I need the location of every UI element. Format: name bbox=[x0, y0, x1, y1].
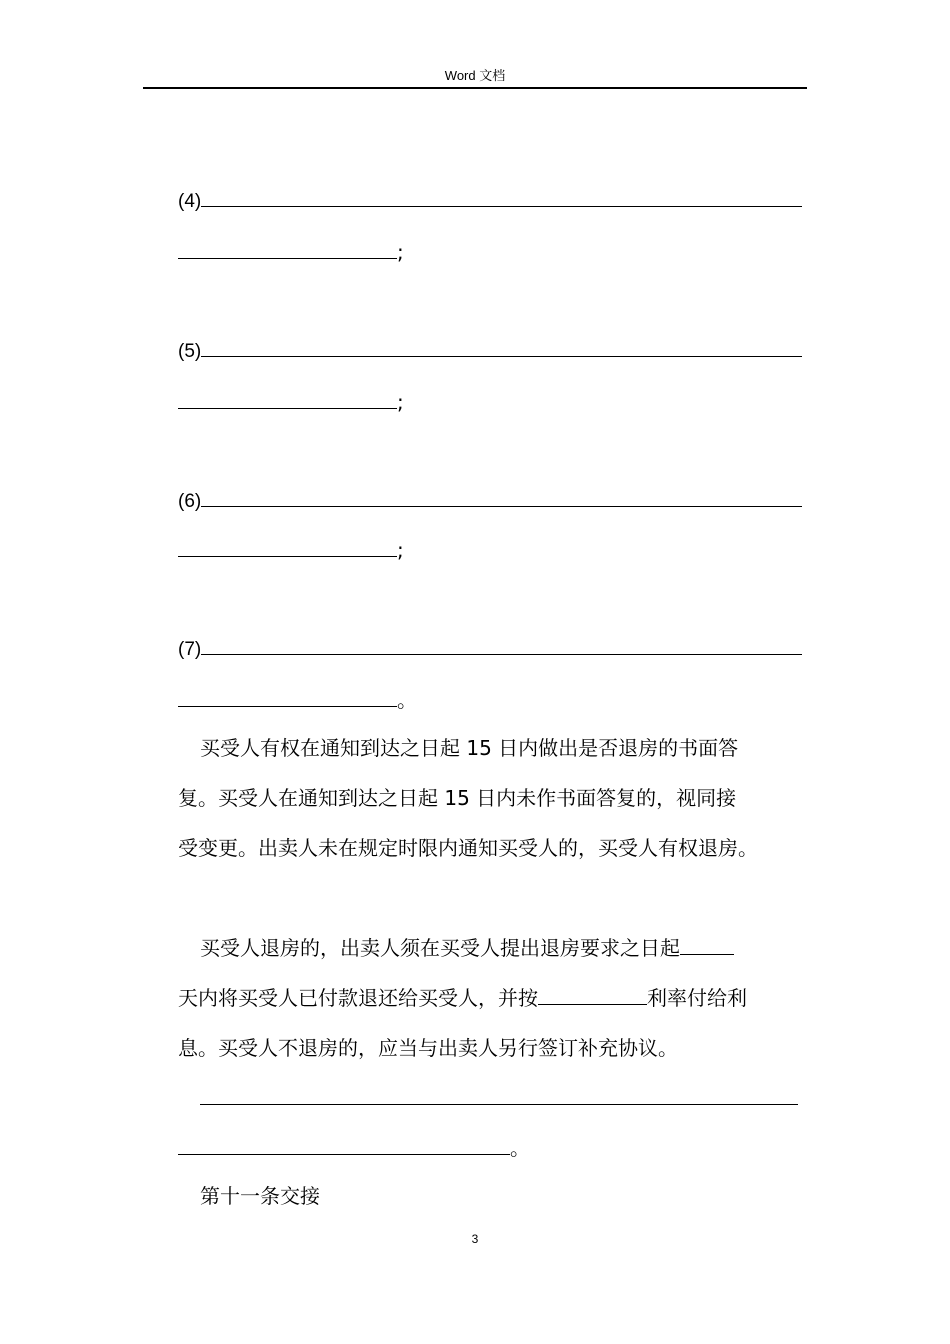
item-4-blank-1[interactable] bbox=[201, 188, 802, 207]
item-4-end: ; bbox=[397, 240, 404, 264]
item-6-line1 bbox=[178, 486, 802, 514]
item-7-label: (7) bbox=[178, 639, 202, 660]
paragraph-supplement-line2 bbox=[178, 1134, 530, 1162]
paragraph-supplement-line1 bbox=[200, 1084, 798, 1112]
item-6-label: (6) bbox=[178, 491, 202, 512]
paragraph-refund-text1: 买受人退房的，出卖人须在买受人提出退房要求之日起 bbox=[200, 936, 680, 960]
item-5-label: (5) bbox=[178, 341, 202, 362]
item-5-blank-2[interactable] bbox=[178, 390, 397, 409]
item-5-line2 bbox=[178, 388, 404, 416]
paragraph-notice-line3: 受变更。出卖人未在规定时限内通知买受人的，买受人有权退房。 bbox=[178, 836, 758, 860]
supplement-blank-1[interactable] bbox=[200, 1086, 798, 1105]
item-5-blank-1[interactable] bbox=[201, 338, 802, 357]
item-7-blank-2[interactable] bbox=[178, 688, 397, 707]
paragraph-notice-line1: 买受人有权在通知到达之日起 15 日内做出是否退房的书面答 bbox=[200, 736, 739, 760]
paragraph-refund-line2 bbox=[178, 984, 747, 1012]
item-6-end: ; bbox=[397, 538, 404, 562]
header-title: Word 文档 bbox=[444, 68, 506, 83]
item-7-blank-1[interactable] bbox=[201, 636, 802, 655]
paragraph-notice-line2: 复。买受人在通知到达之日起 15 日内未作书面答复的，视同接 bbox=[178, 786, 737, 810]
item-6-line2 bbox=[178, 536, 404, 564]
supplement-blank-2[interactable] bbox=[178, 1136, 510, 1155]
item-6-blank-2[interactable] bbox=[178, 538, 397, 557]
paragraph-refund-line1 bbox=[200, 934, 734, 962]
item-5-end: ; bbox=[397, 390, 404, 414]
section-heading: 第十一条交接 bbox=[200, 1184, 320, 1208]
item-4-label: (4) bbox=[178, 191, 202, 212]
header-divider bbox=[143, 87, 807, 89]
item-4-line2 bbox=[178, 238, 404, 266]
item-7-end: 。 bbox=[397, 688, 417, 712]
item-5-line1 bbox=[178, 336, 802, 364]
item-6-blank-1[interactable] bbox=[201, 488, 802, 507]
page-number: 3 bbox=[471, 1232, 479, 1246]
item-4-blank-2[interactable] bbox=[178, 240, 397, 259]
item-7-line1 bbox=[178, 634, 802, 662]
paragraph-supplement-end: 。 bbox=[510, 1136, 530, 1160]
paragraph-refund-text2a: 天内将买受人已付款退还给买受人，并按 bbox=[178, 986, 538, 1010]
item-7-line2 bbox=[178, 686, 417, 714]
interest-rate-blank[interactable] bbox=[538, 986, 647, 1005]
item-4-line1 bbox=[178, 186, 802, 214]
refund-days-blank[interactable] bbox=[680, 936, 734, 955]
paragraph-refund-text2b: 利率付给利 bbox=[647, 986, 747, 1010]
paragraph-refund-line3: 息。买受人不退房的，应当与出卖人另行签订补充协议。 bbox=[178, 1036, 678, 1060]
